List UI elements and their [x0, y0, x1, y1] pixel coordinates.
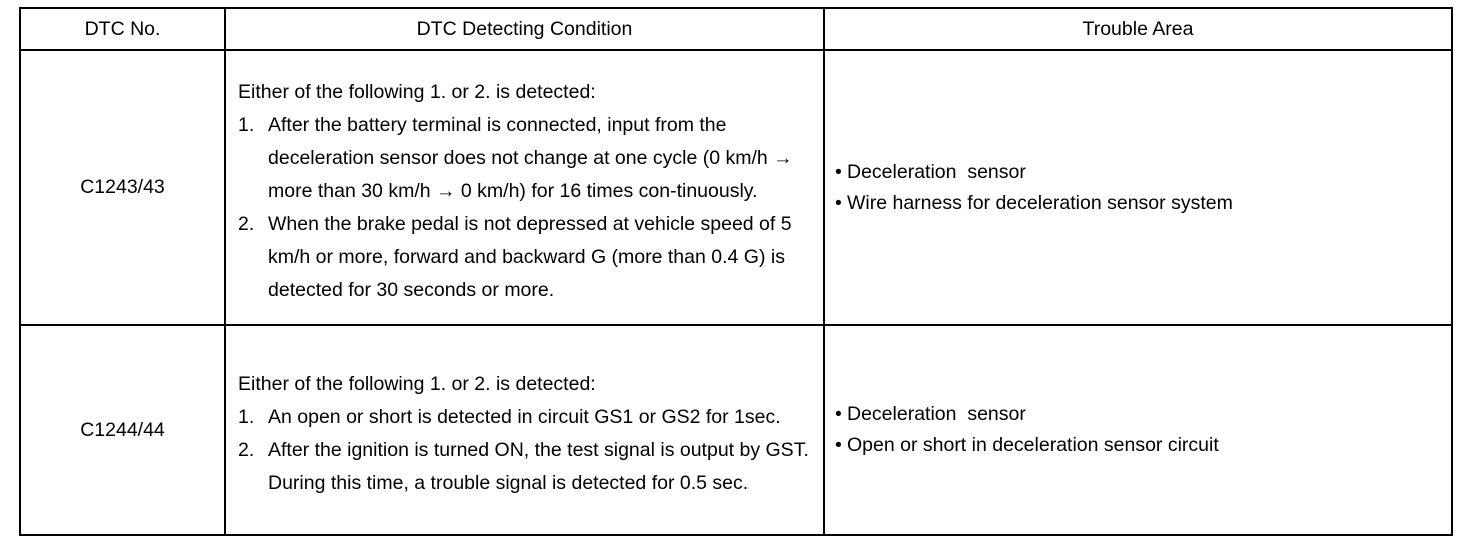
dtc-code: C1244/44 [20, 325, 225, 535]
table-row [20, 325, 1452, 535]
detecting-condition [225, 50, 824, 325]
bullet-icon: • [835, 160, 842, 183]
bullet-icon: • [835, 434, 842, 456]
condition-text: An open or short is detected in circuit GS1 or GS2 for 1sec. [268, 405, 781, 428]
dtc-code: C1243/43 [20, 50, 225, 325]
header-trouble-area: Trouble Area [824, 8, 1452, 50]
condition-item [238, 208, 813, 307]
header-detecting-condition: DTC Detecting Condition [225, 8, 824, 50]
trouble-area-text: Open or short in deceleration sensor circuit [847, 434, 1219, 456]
bullet-icon: • [835, 191, 842, 214]
condition-item [238, 434, 813, 500]
condition-text: When the brake pedal is not depressed at vehicle speed of 5 km/h or more, forward and backward G (more than 0.4 G) is detected for 30 seconds or more. [268, 212, 792, 301]
table-row [20, 50, 1452, 325]
trouble-area [824, 325, 1452, 535]
condition-number: 1. [238, 113, 255, 136]
condition-item [238, 401, 813, 434]
condition-number: 1. [238, 405, 255, 428]
header-row [20, 8, 1452, 50]
condition-item [238, 109, 813, 208]
trouble-area-text: Wire harness for deceleration sensor system [847, 191, 1233, 214]
condition-text: After the ignition is turned ON, the test signal is output by GST. During this time, a trouble signal is detected for 0.5 sec. [268, 438, 809, 494]
trouble-area-item [835, 430, 1451, 461]
trouble-area-item [835, 399, 1451, 430]
bullet-icon: • [835, 403, 842, 425]
trouble-area [824, 50, 1452, 325]
condition-intro: Either of the following 1. or 2. is detected: [238, 80, 596, 103]
header-dtc-no: DTC No. [20, 8, 225, 50]
condition-number: 2. [238, 212, 255, 235]
condition-text: After the battery terminal is connected, input from the deceleration sensor does not change at one cycle (0 km/h → more than 30 km/h → 0 km/h) for 16 times con-tinuously. [268, 113, 793, 202]
condition-number: 2. [238, 438, 255, 461]
detecting-condition [225, 325, 824, 535]
trouble-area-text: Deceleration sensor [847, 403, 1026, 425]
condition-intro: Either of the following 1. or 2. is detected: [238, 372, 596, 395]
trouble-area-item [835, 188, 1451, 219]
trouble-area-text: Deceleration sensor [847, 160, 1026, 183]
trouble-area-item [835, 157, 1451, 188]
dtc-table [19, 7, 1453, 536]
